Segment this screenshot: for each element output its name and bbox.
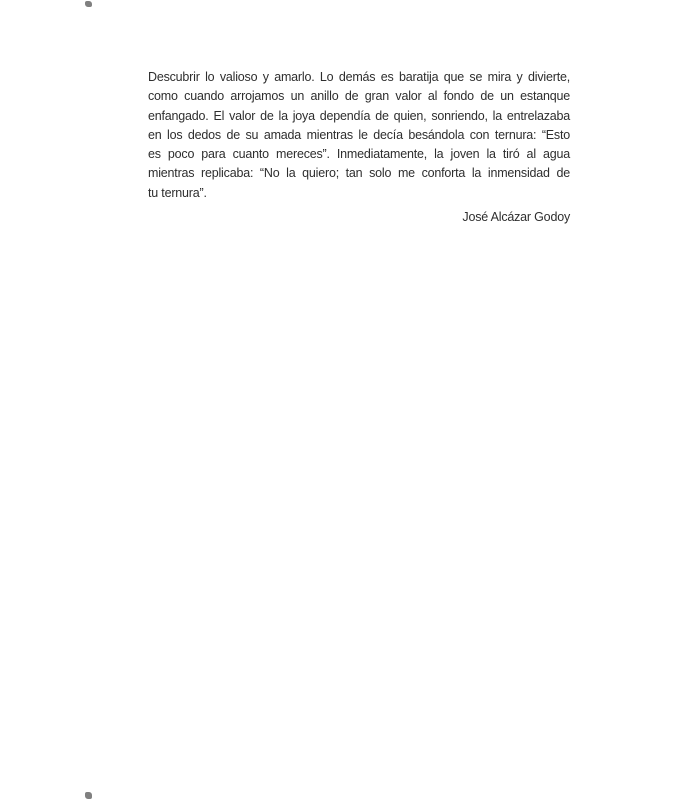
quote-line: como cuando arrojamos un anillo de gran valor al fondo de un estanque bbox=[148, 89, 570, 104]
scan-artifact-bottom-left bbox=[85, 792, 92, 799]
quote-line: tu ternura”. bbox=[148, 185, 207, 200]
quote-line: en los dedos de su amada mientras le decía besándola con ternura: “Esto bbox=[148, 127, 570, 142]
scan-artifact-top-left bbox=[85, 1, 92, 7]
quote-block bbox=[148, 68, 570, 227]
quote-line: mientras replicaba: “No la quiero; tan solo me conforta la inmensidad de bbox=[148, 166, 570, 181]
quote-line: Descubrir lo valioso y amarlo. Lo demás es baratija que se mira y divierte, bbox=[148, 70, 570, 84]
quote-line: enfangado. El valor de la joya dependía de quien, sonriendo, la entrelazaba bbox=[148, 108, 570, 123]
quote-line: es poco para cuanto mereces”. Inmediatamente, la joven la tiró al agua bbox=[148, 147, 570, 162]
quote-attribution: José Alcázar Godoy bbox=[462, 210, 570, 225]
